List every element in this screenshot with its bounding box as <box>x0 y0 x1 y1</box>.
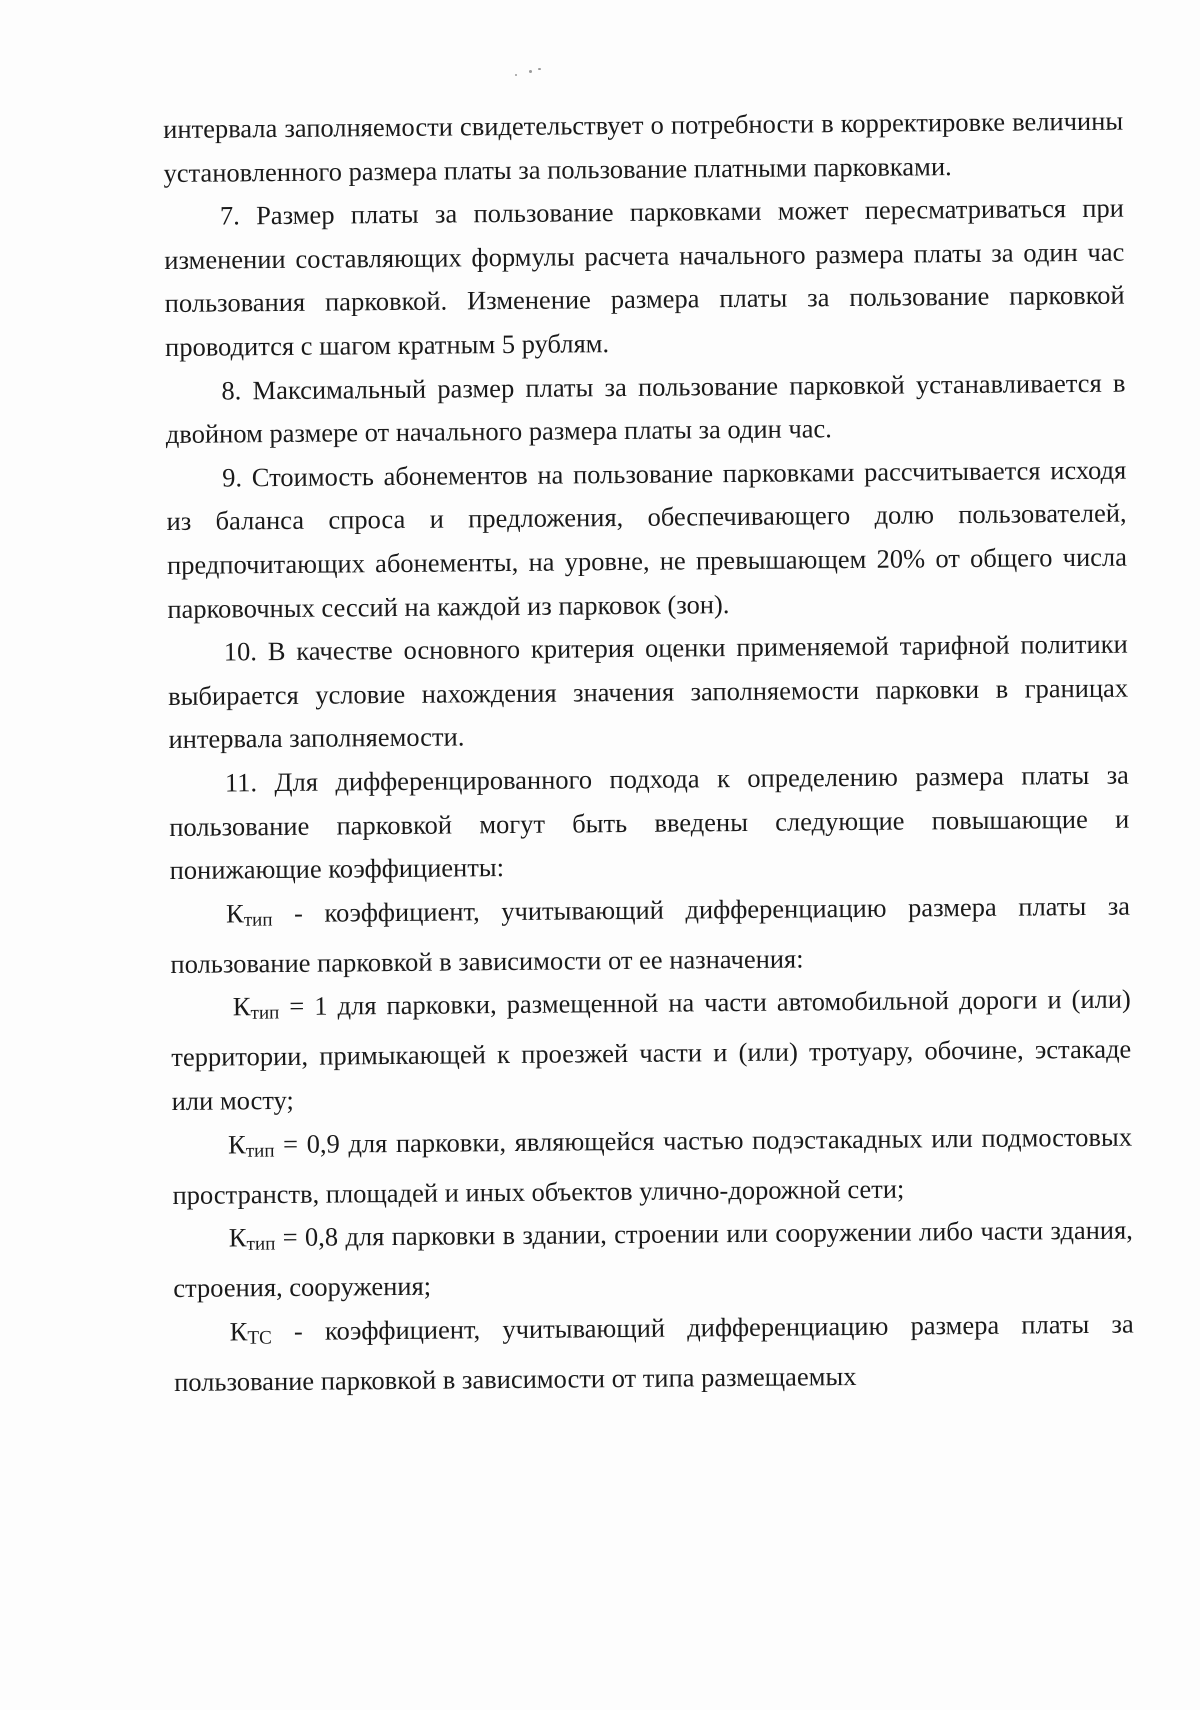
coefficient-symbol: К <box>227 1128 246 1159</box>
paragraph-continuation <box>163 100 1124 196</box>
coefficient-symbol: К <box>232 991 251 1022</box>
paragraph-item-10 <box>168 623 1129 762</box>
paragraph-text: интервала заполняемости свидетельствует о потребности в корректировке величины установленного размера платы за пользование платными парковками. <box>163 105 1124 188</box>
coefficient-symbol: К <box>225 898 244 929</box>
paragraph-item-9 <box>166 448 1127 631</box>
paragraph-item-7 <box>164 187 1125 370</box>
scan-speck <box>515 74 517 76</box>
coefficient-ktip-definition <box>170 884 1131 986</box>
scan-speck <box>538 68 541 70</box>
paragraph-text: 11. Для дифференцированного подхода к определению размера платы за пользование парковкой могут быть введены следующие повышающие и понижающие коэффициенты: <box>169 759 1130 886</box>
scan-speck <box>529 70 532 73</box>
coefficient-subscript: тип <box>250 1002 280 1024</box>
paragraph-text: = 1 для парковки, размещенной на части автомобильной дороги и (или) территории, примыкающей к проезжей части и (или) тротуару, обочине, эстакаде или мосту; <box>171 983 1132 1116</box>
paragraph-text: 8. Максимальный размер платы за пользование парковкой устанавливается в двойном размере от начального размера платы за один час. <box>165 367 1126 450</box>
paragraph-text: = 0,8 для парковки в здании, строении или сооружении либо части здания, строения, сооружения; <box>173 1214 1133 1304</box>
coefficient-symbol: К <box>228 1222 247 1253</box>
coefficient-subscript: тип <box>243 909 273 931</box>
document-body <box>163 100 1134 1405</box>
paragraph-text: 7. Размер платы за пользование парковками может пересматриваться при изменении составляющих формулы расчета начального размера платы за один час пользования парковкой. Изменение размера платы за пользование парковкой проводится с шагом кратным 5 рублям. <box>164 192 1125 362</box>
coefficient-subscript: тип <box>245 1139 275 1162</box>
paragraph-text: - коэффициент, учитывающий дифференциацию размера платы за пользование парковкой в зависимости от типа размещаемых <box>173 1308 1134 1397</box>
coefficient-ktip-value-0-8 <box>173 1209 1134 1311</box>
paragraph-item-11 <box>169 754 1130 893</box>
coefficient-ktip-value-0-9 <box>172 1115 1133 1217</box>
paragraph-item-8 <box>165 361 1126 457</box>
paragraph-text: = 0,9 для парковки, являющейся частью подэстакадных или подмостовых пространств, площадей и иных объектов улично-дорожной сети; <box>172 1121 1133 1210</box>
coefficient-subscript: тип <box>246 1233 276 1255</box>
paragraph-text: 10. В качестве основного критерия оценки применяемой тарифной политики выбирается условие нахождения значения заполняемости парковки в границах интервала заполняемости. <box>167 628 1129 755</box>
paragraph-text: 9. Стоимость абонементов на пользование парковками рассчитывается исходя из баланса спроса и предложения, обеспечивающего долю пользователей, предпочитающих абонементы, на уровне, не превышающем 20% от общего числа парковочных сессий на каждой из парковок (зон). <box>166 454 1128 624</box>
coefficient-symbol: К <box>229 1316 248 1347</box>
coefficient-subscript: ТС <box>247 1327 272 1349</box>
coefficient-kts-definition <box>173 1302 1134 1404</box>
paragraph-text: - коэффициент, учитывающий дифференциацию размера платы за пользование парковкой в зависимости от ее назначения: <box>170 890 1131 979</box>
coefficient-ktip-value-1 <box>171 978 1132 1124</box>
